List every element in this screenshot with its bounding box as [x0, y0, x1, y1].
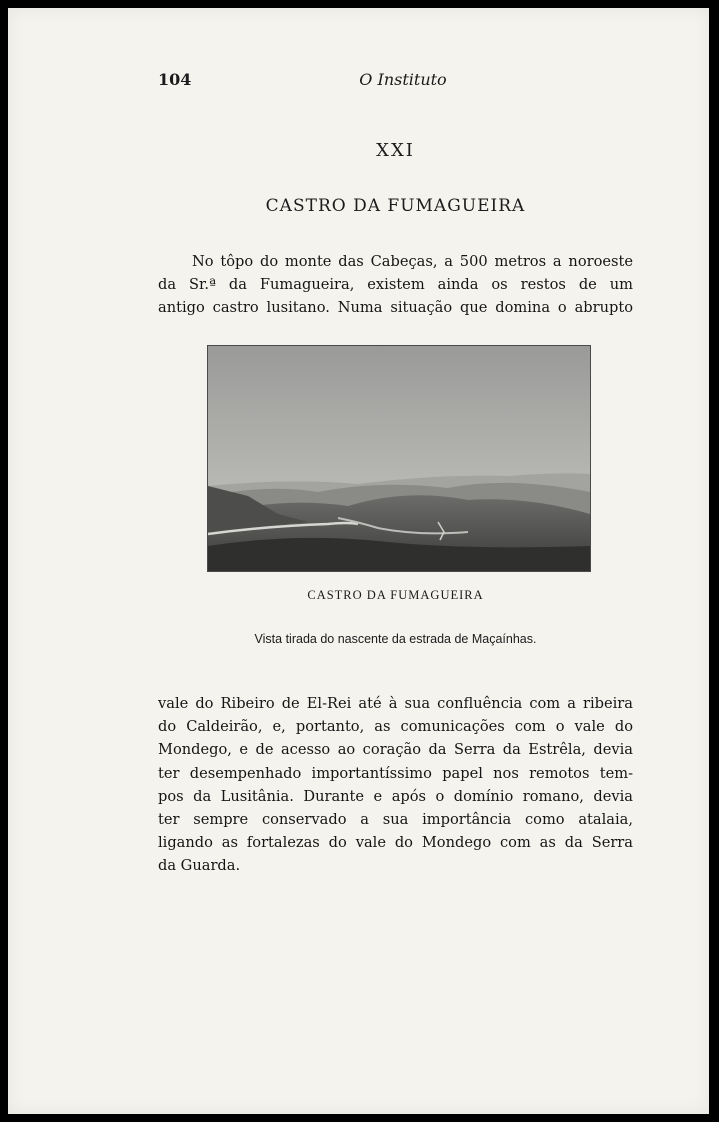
book-page	[8, 8, 709, 1114]
figure-caption-title: CASTRO DA FUMAGUEIRA	[307, 588, 484, 602]
text-line: da Guarda.	[158, 857, 241, 875]
page-number: 104	[158, 70, 192, 89]
text-line: da Sr.ª da Fumagueira, existem ainda os restos de um	[158, 276, 633, 294]
text-line: antigo castro lusitano. Numa situação que domina o abrupto	[158, 299, 633, 317]
body-paragraph-1	[158, 250, 633, 320]
running-head	[158, 70, 633, 96]
chapter-title: CASTRO DA FUMAGUEIRA	[265, 196, 526, 216]
body-paragraph-2	[158, 692, 633, 878]
figure-caption-text: Vista tirada do nascente da estrada de Maçaínhas.	[254, 632, 537, 646]
landscape-photograph	[207, 345, 591, 572]
text-line: vale do Ribeiro de El-Rei até à sua confluência com a ribeira	[158, 695, 633, 712]
journal-title: O Instituto	[359, 70, 447, 89]
text-line: No tôpo do monte das Cabeças, a 500 metros a noroeste	[192, 253, 633, 270]
chapter-number: XXI	[376, 140, 415, 161]
text-line: Mondego, e de acesso ao coração da Serra da Estrêla, devia	[158, 741, 633, 759]
text-line: ter sempre conservado a sua importância como atalaia,	[158, 811, 633, 829]
text-line: ligando as fortalezas do vale do Mondego com as da Serra	[158, 834, 633, 852]
text-line: ter desempenhado importantíssimo papel nos remotos tem-	[158, 764, 633, 782]
text-line: pos da Lusitânia. Durante e após o domínio romano, devia	[158, 787, 633, 805]
text-line: do Caldeirão, e, portanto, as comunicações com o vale do	[158, 718, 633, 736]
